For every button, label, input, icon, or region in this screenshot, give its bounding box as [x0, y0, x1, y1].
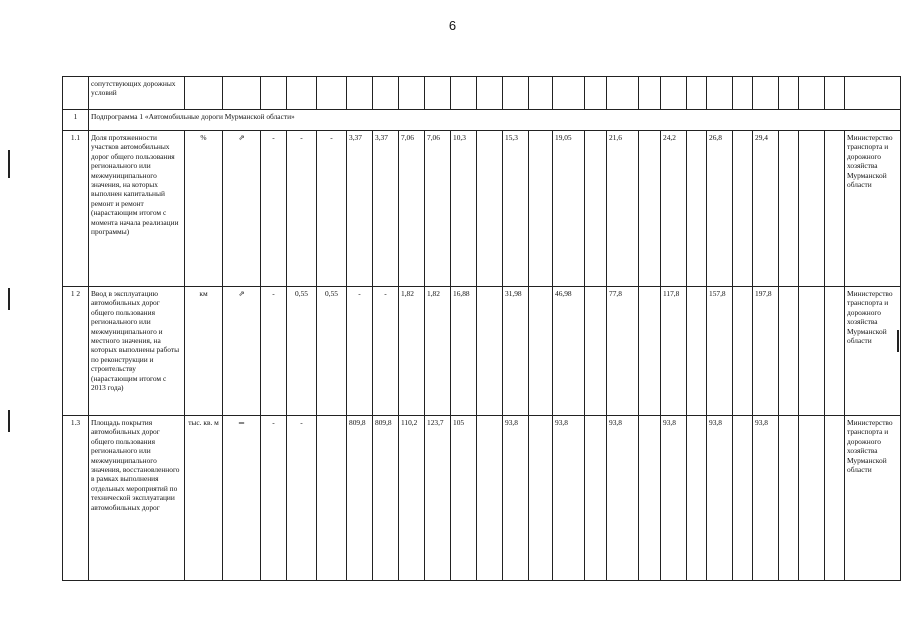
- cell-name: сопутствующих дорожных условий: [89, 77, 185, 110]
- row-responsible: Министерство транспорта и дорожного хозяйства Мурманской области: [845, 287, 901, 416]
- value-cell: [317, 416, 347, 581]
- value-cell: 157,8: [707, 287, 733, 416]
- value-cell: [585, 416, 607, 581]
- value-cell: 16,88: [451, 287, 477, 416]
- subprogram-num: 1: [63, 110, 89, 131]
- value-cell: [585, 287, 607, 416]
- value-cell: [779, 416, 799, 581]
- subprogram-row: [63, 110, 901, 131]
- value-cell: 93,8: [661, 416, 687, 581]
- value-cell: 24,2: [661, 131, 687, 287]
- value-cell: 46,98: [553, 287, 585, 416]
- value-cell: 197,8: [753, 287, 779, 416]
- value-cell: 7,06: [399, 131, 425, 287]
- value-cell: -: [317, 131, 347, 287]
- row-unit: %: [185, 131, 223, 287]
- row-responsible: Министерство транспорта и дорожного хозяйства Мурманской области: [845, 416, 901, 581]
- page-number: 6: [448, 18, 457, 33]
- value-cell: 15,3: [503, 131, 529, 287]
- value-cell: 19,05: [553, 131, 585, 287]
- value-cell: 93,8: [607, 416, 639, 581]
- value-cell: 105: [451, 416, 477, 581]
- value-cell: 7,06: [425, 131, 451, 287]
- value-cell: -: [373, 287, 399, 416]
- value-cell: -: [347, 287, 373, 416]
- left-edge-mark-2: [8, 288, 10, 310]
- value-cell: 77,8: [607, 287, 639, 416]
- left-edge-mark-1: [8, 150, 10, 178]
- value-cell: 0,55: [317, 287, 347, 416]
- value-cell: 29,4: [753, 131, 779, 287]
- value-cell: 809,8: [373, 416, 399, 581]
- row-responsible: Министерство транспорта и дорожного хозяйства Мурманской области: [845, 131, 901, 287]
- value-cell: [639, 416, 661, 581]
- trend-arrow-icon: ⇗: [223, 287, 261, 416]
- value-cell: 0,55: [287, 287, 317, 416]
- value-cell: [529, 287, 553, 416]
- row-unit: км: [185, 287, 223, 416]
- value-cell: [733, 287, 753, 416]
- value-cell: 21,6: [607, 131, 639, 287]
- value-cell: 1,82: [399, 287, 425, 416]
- value-cell: 809,8: [347, 416, 373, 581]
- value-cell: [687, 416, 707, 581]
- value-cell: [687, 131, 707, 287]
- value-cell: 1,82: [425, 287, 451, 416]
- value-cell: -: [261, 131, 287, 287]
- subprogram-title: Подпрограмма 1 «Автомобильные дороги Мурманской области»: [89, 110, 901, 131]
- value-cell: [687, 287, 707, 416]
- value-cell: 31,98: [503, 287, 529, 416]
- trend-equal-icon: ═: [223, 416, 261, 581]
- value-cell: [733, 131, 753, 287]
- row-unit: тыс. кв. м: [185, 416, 223, 581]
- row-name: Площадь покрытия автомобильных дорог общего пользования регионального или межмуниципального значения, восстановленного в рамках выполнения отдельных мероприятий по технической эксплуатации автомобильных дорог: [89, 416, 185, 581]
- value-cell: 93,8: [503, 416, 529, 581]
- table-row: [63, 131, 901, 287]
- value-cell: [779, 287, 799, 416]
- row-num: 1 2: [63, 287, 89, 416]
- trend-arrow-icon: ⇗: [223, 131, 261, 287]
- row-name: Ввод в эксплуатацию автомобильных дорог общего пользования регионального или межмуниципального и местного значения, на которых выполнены работы по реконструкции и строительству (нарастающим итогом с 2013 года): [89, 287, 185, 416]
- row-name: Доля протяженности участков автомобильных дорог общего пользования регионального или межмуниципального значения, на которых выполнен капитальный ремонт и ремонт (нарастающим итогом с момента начала реализации программы): [89, 131, 185, 287]
- row-num: 1.1: [63, 131, 89, 287]
- cell-num: [63, 77, 89, 110]
- value-cell: [477, 131, 503, 287]
- value-cell: [639, 287, 661, 416]
- value-cell: -: [287, 416, 317, 581]
- value-cell: 110,2: [399, 416, 425, 581]
- value-cell: -: [261, 287, 287, 416]
- table-row: [63, 416, 901, 581]
- value-cell: 93,8: [553, 416, 585, 581]
- table-row-continuation: [63, 77, 901, 110]
- value-cell: [477, 416, 503, 581]
- value-cell: [639, 131, 661, 287]
- value-cell: [529, 131, 553, 287]
- value-cell: 117,8: [661, 287, 687, 416]
- indicators-table: [62, 76, 901, 581]
- value-cell: [779, 131, 799, 287]
- value-cell: [477, 287, 503, 416]
- value-cell: [733, 416, 753, 581]
- row-num: 1.3: [63, 416, 89, 581]
- left-edge-mark-3: [8, 410, 10, 432]
- value-cell: -: [261, 416, 287, 581]
- table-row: [63, 287, 901, 416]
- value-cell: 3,37: [373, 131, 399, 287]
- value-cell: 3,37: [347, 131, 373, 287]
- value-cell: 93,8: [753, 416, 779, 581]
- value-cell: 123,7: [425, 416, 451, 581]
- value-cell: 10,3: [451, 131, 477, 287]
- value-cell: 26,8: [707, 131, 733, 287]
- value-cell: [585, 131, 607, 287]
- value-cell: -: [287, 131, 317, 287]
- value-cell: 93,8: [707, 416, 733, 581]
- value-cell: [529, 416, 553, 581]
